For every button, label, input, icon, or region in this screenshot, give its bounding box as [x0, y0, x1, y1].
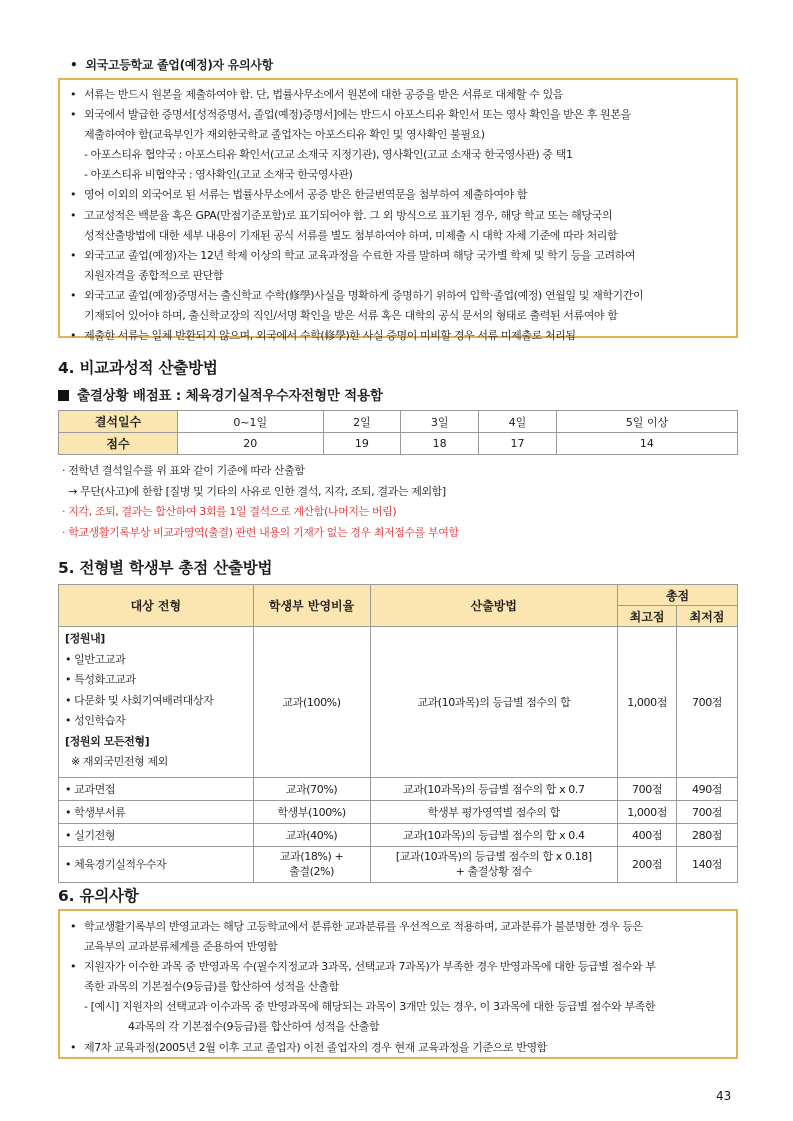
- table-cell: 20: [178, 433, 324, 455]
- table-cell: 3일: [401, 411, 479, 433]
- bullet-item: • 서류는 반드시 원본을 제출하여야 함. 단, 법률사무소에서 원본에 대한 공증을 받은 서류로 대체할 수 있음: [70, 85, 728, 105]
- bullet-item: • 제7차 교육과정(2005년 2월 이후 고교 졸업자) 이전 졸업자의 경우 현재 교육과정을 기준으로 반영함: [70, 1038, 728, 1058]
- note-line: · 전학년 결석일수를 위 표와 같이 기준에 따라 산출함: [62, 464, 305, 477]
- ratio-line: 출결(2%): [289, 865, 335, 878]
- absence-days-label: 결석일수: [59, 411, 178, 433]
- bullet-item: • 영어 이외의 외국어로 된 서류는 법률사무소에서 공증 받은 한글번역문을 첨부하여 제출하여야 함: [70, 185, 728, 205]
- list-item: • 성인학습자: [65, 714, 126, 727]
- foreign-notice-box: [58, 78, 738, 343]
- table-cell: 17: [479, 433, 557, 455]
- max-cell: 700점: [618, 777, 677, 800]
- bullet-item: • 외국에서 발급한 증명서[성적증명서, 졸업(예정)증명서]에는 반드시 아포스티유 확인서 또는 영사 확인을 받은 후 원본을: [70, 105, 728, 125]
- table-cell: 0~1일: [178, 411, 324, 433]
- section4-title: 4. 비교과성적 산출방법: [58, 359, 218, 377]
- attendance-notes: [62, 461, 459, 543]
- note-line-highlight: · 지각, 조퇴, 결과는 합산하여 3회를 1일 결석으로 계산함(나머지는 버림): [62, 505, 397, 518]
- header-max: 최고점: [618, 606, 677, 627]
- method-line: + 출결상황 점수: [455, 865, 532, 878]
- type-cell: • 체육경기실적우수자: [59, 846, 254, 882]
- list-item: • 일반고교과: [65, 652, 126, 666]
- group-label: [정원내]: [65, 632, 105, 645]
- min-cell: 280점: [677, 823, 738, 846]
- attendance-score-table: [58, 410, 738, 455]
- min-cell: 700점: [677, 800, 738, 823]
- table-header-row: [59, 585, 738, 606]
- method-cell: 학생부 평가영역별 점수의 합: [370, 800, 618, 823]
- list-item: • 특성화고교과: [65, 673, 136, 686]
- continuation-line: 성적산출방법에 대한 세부 내용이 기재된 공식 서류를 별도 첨부하여야 하며, 미제출 시 대학 자체 기준에 따라 처리함: [84, 228, 618, 242]
- ratio-cell: 교과(100%): [253, 627, 370, 778]
- table-cell: 19: [323, 433, 401, 455]
- type-cell: • 학생부서류: [59, 800, 254, 823]
- table-row: [59, 411, 738, 433]
- group-label: [정원외 모든전형]: [65, 734, 150, 748]
- bullet-icon: •: [70, 58, 78, 72]
- max-cell: 1,000점: [618, 627, 677, 778]
- cautions-box: [58, 909, 738, 1059]
- bullet-item: • 지원자가 이수한 과목 중 반영과목 수(필수지정교과 3과목, 선택교과 7과목)가 부족한 경우 반영과목에 대한 등급별 점수와 부: [70, 957, 728, 977]
- note-line-highlight: · 학교생활기록부상 비교과영역(출결) 관련 내용의 기재가 없는 경우 최저점수를 부여함: [62, 525, 459, 539]
- table-row: [59, 777, 738, 800]
- ratio-cell: 교과(40%): [253, 823, 370, 846]
- continuation-line: 교육부의 교과분류체계를 준용하여 반영함: [84, 940, 278, 954]
- foreign-section-heading: • 외국고등학교 졸업(예정)자 유의사항: [70, 58, 273, 72]
- table-cell: 2일: [323, 411, 401, 433]
- continuation-line: - 아포스티유 협약국 : 아포스티유 확인서(고교 소재국 지정기관), 영사확인(고교 소재국 한국영사관) 중 택1: [84, 148, 573, 162]
- table-row: [59, 433, 738, 455]
- ratio-cell: [253, 846, 370, 882]
- continuation-line: 지원자격을 종합적으로 판단함: [84, 268, 224, 282]
- continuation-line: 족한 과목의 기본점수(9등급)를 합산하여 성적을 산출함: [84, 980, 339, 994]
- score-label: 점수: [59, 433, 178, 455]
- method-cell: 교과(10과목)의 등급별 점수의 합 x 0.4: [370, 823, 618, 846]
- continuation-line: 기재되어 있어야 하며, 출신학교장의 직인/서명 확인을 받은 서류 혹은 대학의 공식 문서의 형태로 출력된 서류여야 함: [84, 309, 618, 323]
- table-row: [59, 800, 738, 823]
- min-cell: 140점: [677, 846, 738, 882]
- ratio-line: 교과(18%) +: [279, 850, 344, 863]
- method-cell: 교과(10과목)의 등급별 점수의 합: [370, 627, 618, 778]
- max-cell: 400점: [618, 823, 677, 846]
- bullet-item: • 고교성적은 백분율 혹은 GPA(만점기준포함)로 표기되어야 함. 그 외 방식으로 표기된 경우, 해당 학교 또는 해당국의: [70, 206, 728, 226]
- section5-title: 5. 전형별 학생부 총점 산출방법: [58, 559, 273, 577]
- bullet-item: • 제출한 서류는 일체 반환되지 않으며, 외국에서 수학(修學)한 사실 증명이 미비할 경우 서류 미제출로 처리됨: [70, 326, 728, 346]
- continuation-line: - 아포스티유 비협약국 : 영사확인(고교 소재국 한국영사관): [84, 168, 353, 182]
- header-method: 산출방법: [370, 585, 618, 627]
- table-row: [59, 846, 738, 882]
- min-cell: 700점: [677, 627, 738, 778]
- section4-subtitle: 출결상황 배점표 : 체육경기실적우수자전형만 적용함: [58, 384, 383, 404]
- table-cell: 14: [556, 433, 737, 455]
- continuation-line: - [예시] 지원자의 선택교과 이수과목 중 반영과목에 해당되는 과목이 3개만 있는 경우, 이 3과목에 대한 등급별 점수와 부족한: [84, 1000, 656, 1014]
- exception-note: ※ 재외국민전형 제외: [71, 755, 168, 768]
- header-total: 총점: [618, 585, 738, 606]
- min-cell: 490점: [677, 777, 738, 800]
- page-number: 43: [716, 1089, 732, 1103]
- max-cell: 1,000점: [618, 800, 677, 823]
- max-cell: 200점: [618, 846, 677, 882]
- ratio-cell: 교과(70%): [253, 777, 370, 800]
- header-min: 최저점: [677, 606, 738, 627]
- bullet-item: • 학교생활기록부의 반영교과는 해당 고등학교에서 분류한 교과분류를 우선적으로 적용하며, 교과분류가 불분명한 경우 등은: [70, 917, 728, 937]
- table-row: [59, 823, 738, 846]
- method-cell: 교과(10과목)의 등급별 점수의 합 x 0.7: [370, 777, 618, 800]
- table-cell: 4일: [479, 411, 557, 433]
- ratio-cell: 학생부(100%): [253, 800, 370, 823]
- list-item: • 다문화 및 사회기여배려대상자: [65, 693, 214, 707]
- note-line: → 무단(사고)에 한함 [질병 및 기타의 사유로 인한 결석, 지각, 조퇴, 결과는 제외함]: [62, 484, 446, 498]
- header-ratio: 학생부 반영비율: [253, 585, 370, 627]
- bullet-item: • 외국고교 졸업(예정)증명서는 출신학교 수학(修學)사실을 명확하게 증명하기 위하여 입학·졸업(예정) 연월일 및 재학기간이: [70, 286, 728, 306]
- score-method-table: [58, 584, 738, 883]
- square-bullet-icon: [58, 390, 69, 401]
- type-cell: [59, 627, 254, 778]
- continuation-line: 제출하여야 함(교육부인가 재외한국학교 졸업자는 아포스티유 확인 및 영사확인 불필요): [84, 128, 485, 142]
- type-cell: • 실기전형: [59, 823, 254, 846]
- table-cell: 5일 이상: [556, 411, 737, 433]
- bullet-item: • 외국고교 졸업(예정)자는 12년 학제 이상의 학교 교육과정을 수료한 자를 말하며 해당 국가별 학제 및 학기 등을 고려하여: [70, 246, 728, 266]
- header-type: 대상 전형: [59, 585, 254, 627]
- method-cell: [370, 846, 618, 882]
- type-cell: • 교과면접: [59, 777, 254, 800]
- table-cell: 18: [401, 433, 479, 455]
- table-row: [59, 627, 738, 778]
- method-line: [교과(10과목)의 등급별 점수의 합 x 0.18]: [395, 850, 592, 863]
- continuation-line: 4과목의 각 기본점수(9등급)를 합산하여 성적을 산출함: [128, 1020, 380, 1034]
- section6-title: 6. 유의사항: [58, 887, 139, 905]
